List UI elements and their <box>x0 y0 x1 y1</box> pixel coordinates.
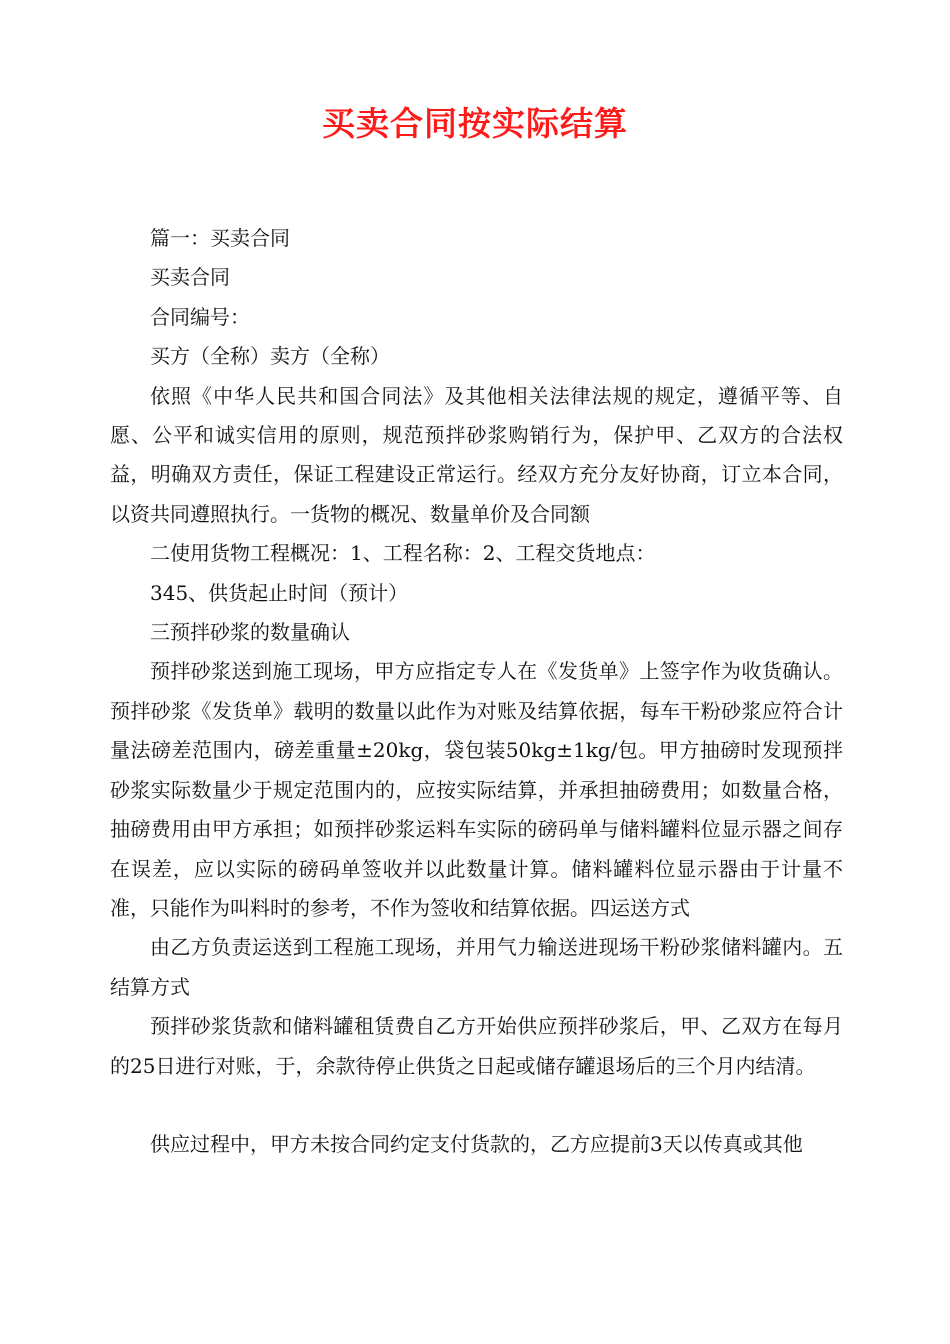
section-heading: 篇一：买卖合同 <box>150 226 290 250</box>
transport-paragraph: 由乙方负责运送到工程施工现场，并用气力输送进现场干粉砂浆储料罐内。五结算方式 <box>110 935 843 999</box>
contract-number-label: 合同编号： <box>150 304 250 329</box>
quantity-confirmation-heading: 三预拌砂浆的数量确认 <box>150 620 350 645</box>
settlement-paragraph: 预拌砂浆货款和储料罐租赁费自乙方开始供应预拌砂浆后，甲、乙双方在每月的25日进行对账，于，余款待停止供货之日起或储存罐退场后的三个月内结清。 <box>110 1014 843 1078</box>
parties-line: 买方（全称）卖方（全称） <box>150 344 390 369</box>
project-overview-line: 二使用货物工程概况：1、工程名称：2、工程交货地点： <box>150 541 656 566</box>
payment-default-paragraph: 供应过程中，甲方未按合同约定支付货款的，乙方应提前3天以传真或其他 <box>150 1131 803 1156</box>
quantity-confirmation-paragraph: 预拌砂浆送到施工现场，甲方应指定专人在《发货单》上签字作为收货确认。预拌砂浆《发货单》载明的数量以此作为对账及结算依据，每车干粉砂浆应符合计量法磅差范围内，磅差重量±20kg，袋包装50kg±1kg/包。甲方抽磅时发现预拌砂浆实际数量少于规定范围内的，应按实际结算，并承担抽磅费用；如数量合格，抽磅费用由甲方承担；如预拌砂浆运料车实际的磅码单与储料罐料位显示器之间存在误差，应以实际的磅码单签收并以此数量计算。储料罐料位显示器由于计量不准，只能作为叫料时的参考，不作为签收和结算依据。四运送方式 <box>110 659 843 920</box>
document-title: 买卖合同按实际结算 <box>322 104 628 143</box>
document-body <box>110 219 843 1164</box>
supply-period-line: 345、供货起止时间（预计） <box>150 580 409 605</box>
preamble-paragraph: 依照《中华人民共和国合同法》及其他相关法律法规的规定，遵循平等、自愿、公平和诚实信用的原则，规范预拌砂浆购销行为，保护甲、乙双方的合法权益，明确双方责任，保证工程建设正常运行。经双方充分友好协商，订立本合同，以资共同遵照执行。一货物的概况、数量单价及合同额 <box>110 383 843 526</box>
contract-name: 买卖合同 <box>150 265 230 290</box>
